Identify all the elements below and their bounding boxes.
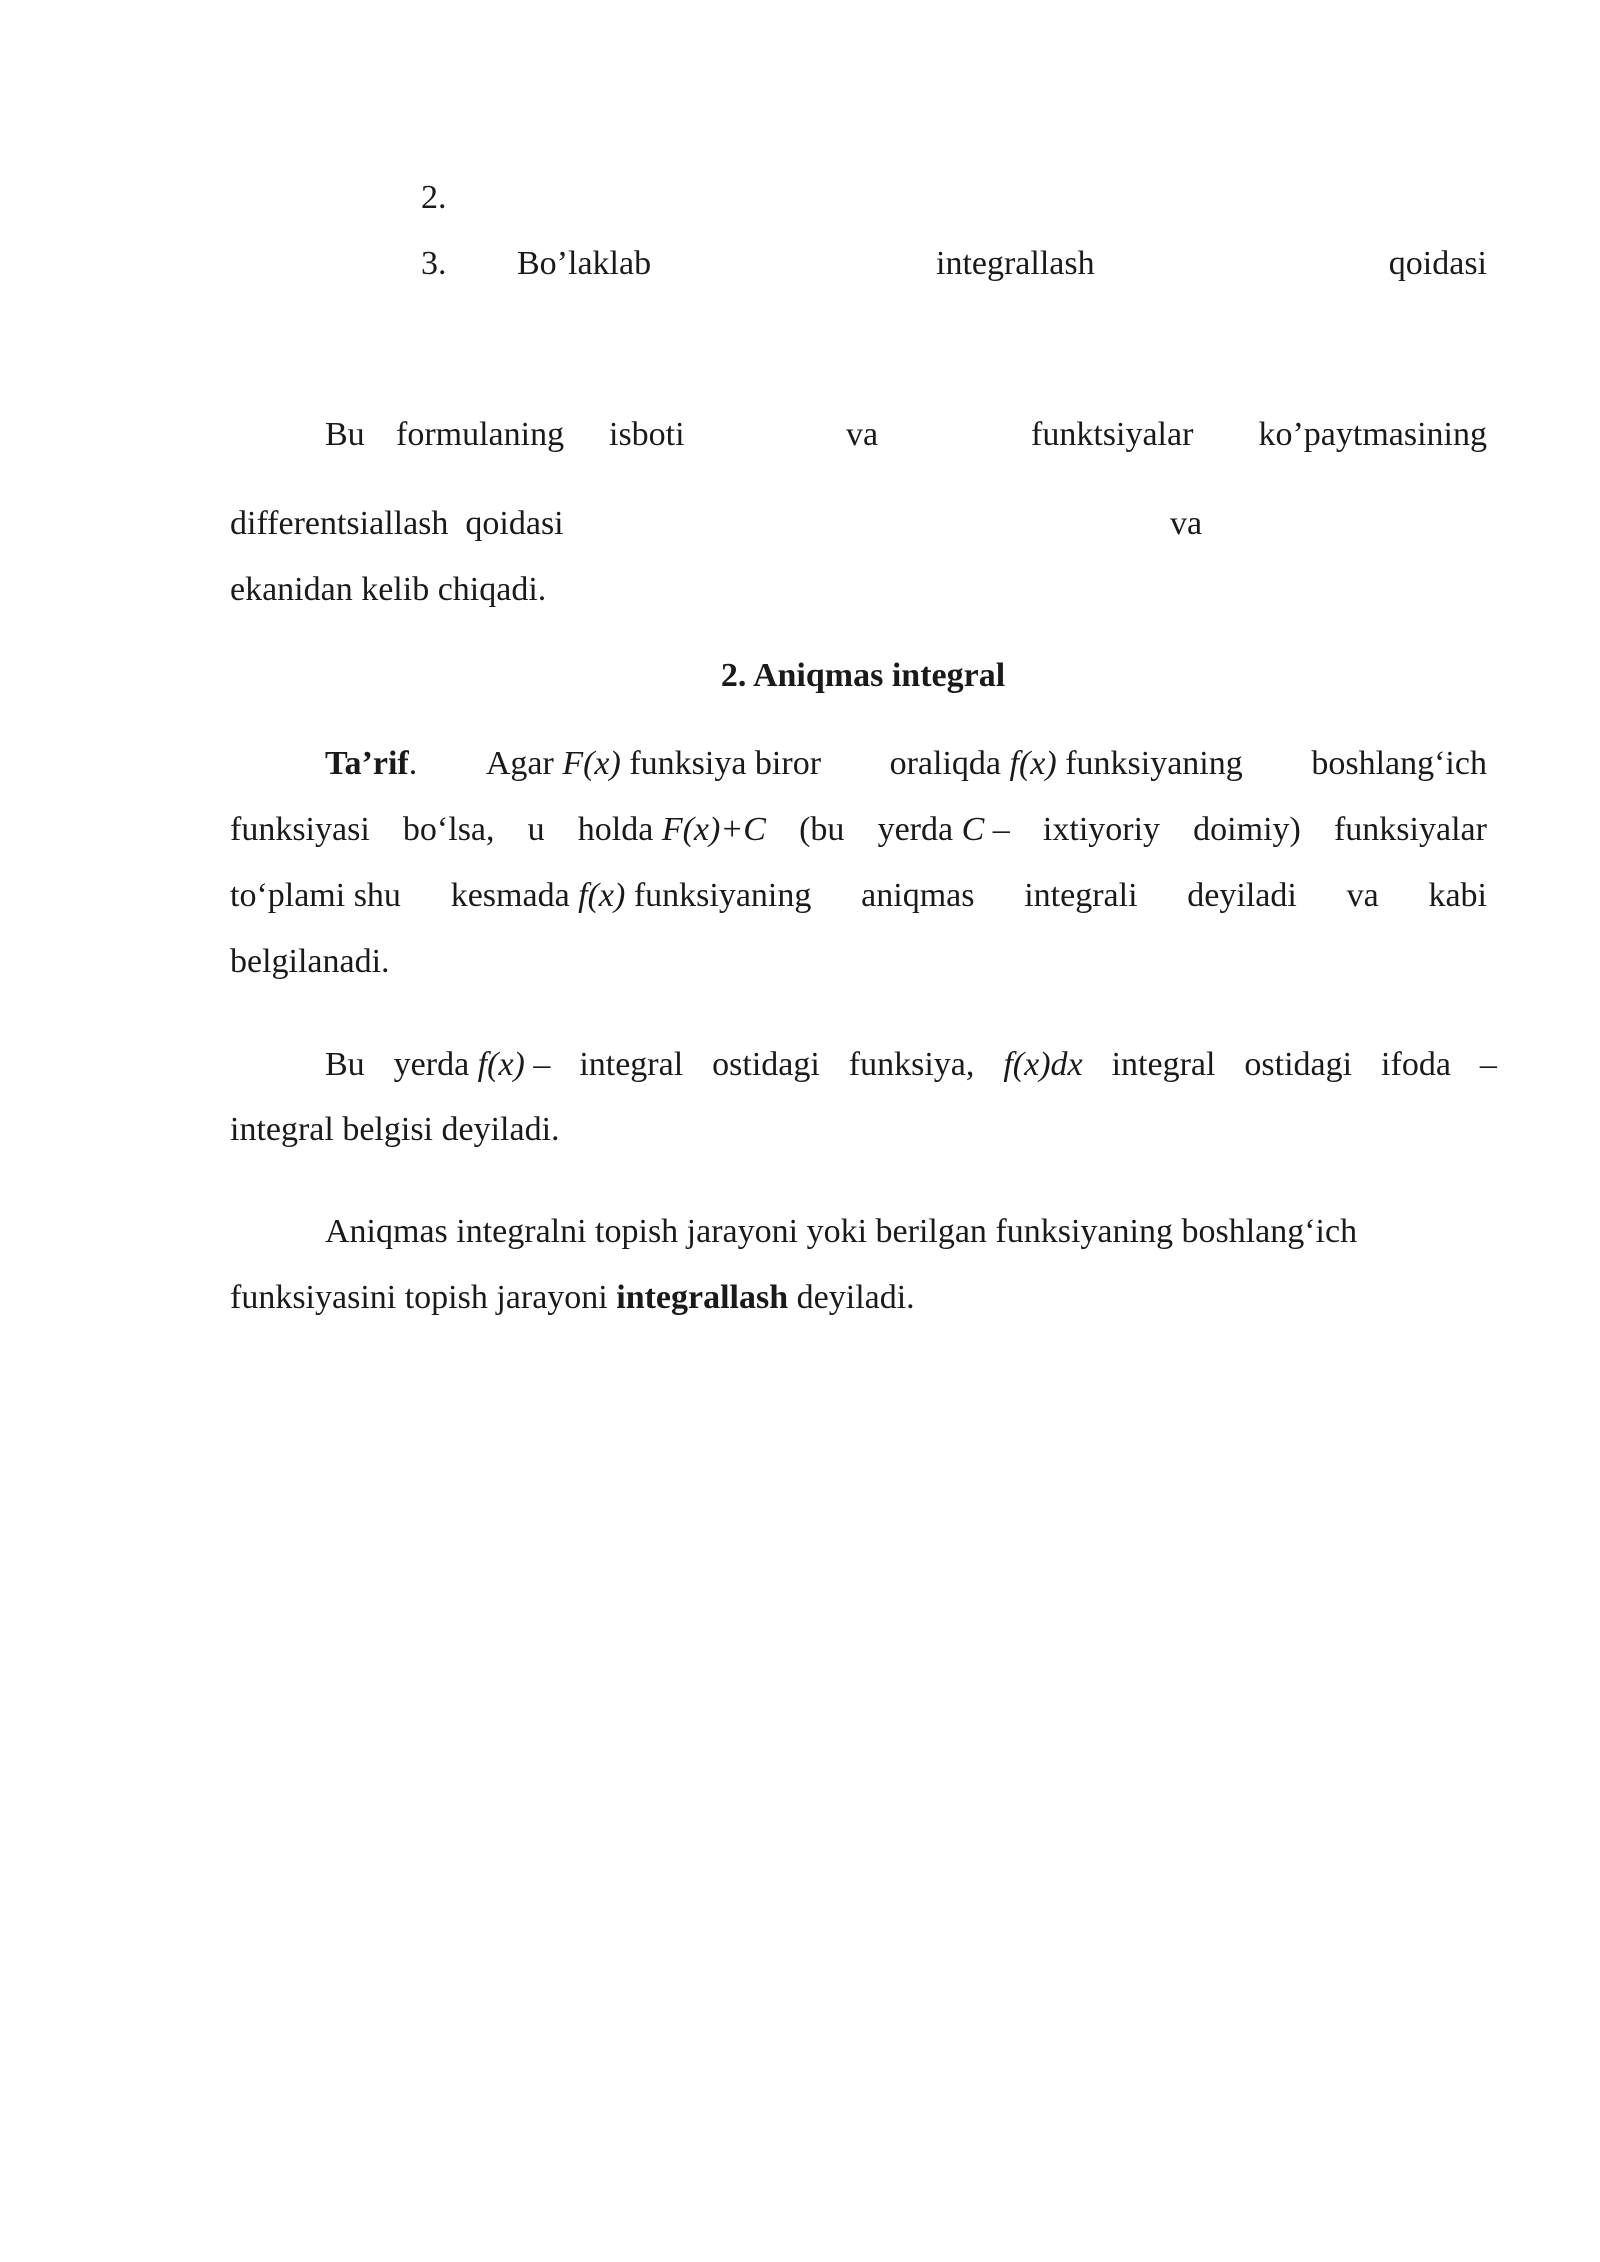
formula: F(x) — [562, 745, 621, 782]
text: deyiladi — [1187, 877, 1297, 914]
text: doimiy) — [1193, 811, 1301, 848]
formula: f(x) — [578, 877, 626, 914]
text: yerda — [393, 1046, 478, 1083]
definition-line-3-kesmada — [451, 876, 812, 916]
proof-word-kopaytmasining: ko’paytmasining — [1258, 416, 1487, 453]
text: funksiyaning — [625, 877, 812, 914]
text: integral — [579, 1046, 684, 1083]
integrand-line-1 — [325, 1045, 1497, 1085]
definition-line-3 — [230, 876, 1487, 916]
text: funksiya, — [848, 1046, 975, 1083]
text: funksiyalar — [1333, 811, 1487, 848]
proof-word-va: va — [846, 416, 879, 453]
proof-word-isboti: isboti — [609, 416, 685, 453]
text: ifoda — [1381, 1046, 1451, 1083]
text: kabi — [1428, 877, 1487, 914]
text: oraliqda — [889, 745, 1010, 782]
text: ostidagi — [1244, 1046, 1353, 1083]
list-item-3-word-3: qoidasi — [1388, 245, 1487, 282]
text: funksiyasini topish jarayoni — [230, 1279, 617, 1316]
text: Agar — [485, 745, 563, 782]
definition-line-4: belgilanadi. — [230, 943, 390, 980]
definition-label-punct: . — [408, 745, 418, 782]
proof-line-2-left: differentsiallash qoidasi — [230, 505, 564, 542]
text: integrali — [1024, 877, 1138, 914]
text: – — [1479, 1046, 1497, 1083]
text: yerda — [877, 811, 962, 848]
proof-line-2-right: va — [1170, 505, 1203, 542]
text: (bu — [799, 811, 845, 848]
formula: C — [961, 811, 985, 848]
definition-line-1-seg-a — [486, 744, 821, 784]
list-item-2-number: 2. — [421, 179, 447, 216]
integrand-line-1-yerda — [394, 1045, 551, 1085]
term-integrallash: integrallash — [616, 1279, 789, 1316]
text: ixtiyoriy — [1042, 811, 1161, 848]
text: u — [527, 811, 545, 848]
text: bo‘lsa, — [402, 811, 495, 848]
list-item-3-word-2: integrallash — [936, 245, 1095, 282]
proof-word-funktsiyalar: funktsiyalar — [1031, 416, 1194, 453]
text: Bu — [325, 1046, 365, 1083]
text: funksiya biror — [620, 745, 822, 782]
list-item-3-word-1: Bo’laklab — [517, 245, 652, 282]
proof-word-bu: Bu — [325, 416, 365, 453]
list-item-3-number: 3. — [421, 245, 447, 282]
section-heading: 2. Aniqmas integral — [720, 657, 1006, 694]
proof-line-3: ekanidan kelib chiqadi. — [230, 571, 547, 608]
formula: f(x) — [477, 1046, 525, 1083]
definition-line-1 — [325, 744, 1487, 784]
definition-line-2-yerda — [878, 810, 1010, 850]
text: to‘plami shu — [230, 877, 401, 914]
text: aniqmas — [861, 877, 975, 914]
text: va — [1346, 877, 1379, 914]
text: funksiyasi — [230, 811, 370, 848]
integration-line-2 — [230, 1278, 915, 1318]
definition-label-bold: Ta’rif — [325, 745, 409, 782]
integrand-line-2: integral belgisi deyiladi. — [230, 1111, 560, 1148]
text: deyiladi. — [788, 1279, 915, 1316]
definition-line-2 — [230, 810, 1487, 850]
proof-word-formulaning: formulaning — [396, 416, 565, 453]
text — [984, 811, 993, 848]
text: kesmada — [450, 877, 579, 914]
definition-line-2-holda — [578, 810, 766, 850]
text: ostidagi — [712, 1046, 820, 1083]
definition-label — [325, 744, 417, 784]
text: – — [524, 1046, 551, 1083]
integration-line-1: Aniqmas integralni topish jarayoni yoki berilgan funksiyaning boshlang‘ich — [325, 1213, 1358, 1250]
formula: F(x)+C — [661, 811, 766, 848]
text: holda — [577, 811, 662, 848]
text: – — [992, 811, 1010, 848]
formula: f(x)dx — [1003, 1046, 1083, 1083]
text: funksiyaning — [1056, 745, 1243, 782]
text: integral — [1111, 1046, 1216, 1083]
formula: f(x) — [1009, 745, 1057, 782]
definition-line-1-seg-b — [890, 744, 1243, 784]
definition-line-1-seg-c: boshlang‘ich — [1311, 745, 1487, 782]
